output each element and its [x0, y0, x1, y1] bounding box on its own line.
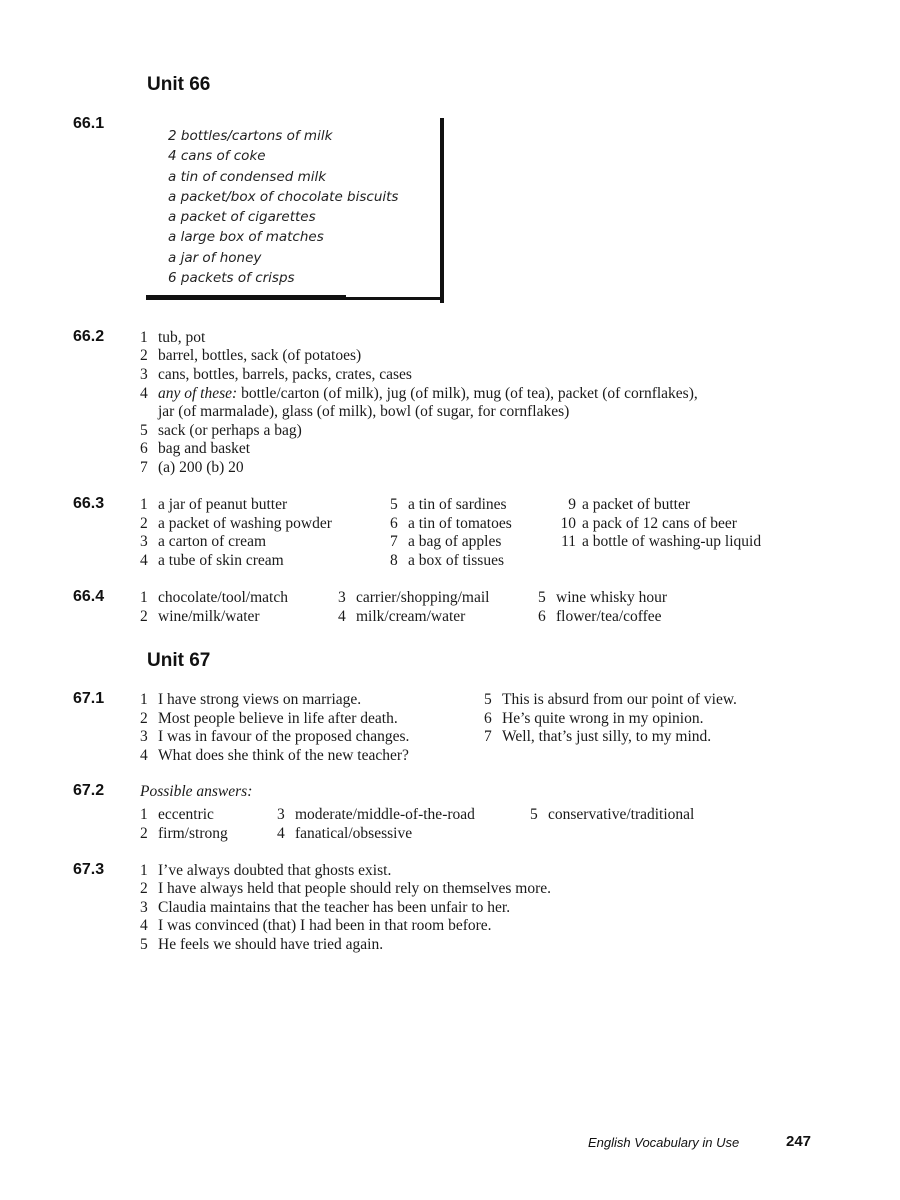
list-item: 5 He feels we should have tried again.	[140, 936, 384, 953]
book-title: English Vocabulary in Use	[588, 1135, 740, 1150]
list-item: 1 tub, pot	[140, 329, 206, 346]
list-item: a packet of cigarettes	[168, 209, 316, 226]
list-item: 3 a carton of cream	[140, 533, 267, 550]
exercise-number-66-4: 66.4	[73, 588, 105, 605]
list-item: 2 I have always held that people should rely on themselves more.	[140, 880, 551, 897]
list-item: 4 I was convinced (that) I had been in that room before.	[140, 917, 492, 934]
unit-67-title: Unit 67	[147, 650, 211, 671]
list-item: 11 a bottle of washing-up liquid	[561, 533, 762, 550]
list-item-continuation: jar (of marmalade), glass (of milk), bowl (of sugar, for cornflakes)	[158, 403, 570, 420]
list-item: 3 Claudia maintains that the teacher has been unfair to her.	[140, 899, 511, 916]
list-item: 10 a pack of 12 cans of beer	[560, 515, 737, 532]
list-item: 2 firm/strong	[140, 825, 228, 842]
list-item: 1 I’ve always doubted that ghosts exist.	[140, 862, 392, 879]
list-item: 7 (a) 200 (b) 20	[140, 459, 244, 476]
list-item: 5 sack (or perhaps a bag)	[140, 422, 302, 439]
list-item: a tin of condensed milk	[168, 168, 327, 185]
exercise-number-66-3: 66.3	[73, 495, 105, 512]
list-item: a large box of matches	[168, 229, 324, 246]
exercise-number-67-3: 67.3	[73, 861, 105, 878]
list-item: 2 bottles/cartons of milk	[168, 128, 333, 144]
list-item: 8 a box of tissues	[390, 552, 505, 569]
list-item: 4 any of these: bottle/carton (of milk), jug (of milk), mug (of tea), packet (of cornflakes),	[140, 385, 698, 402]
list-item: 6 bag and basket	[140, 440, 251, 457]
exercise-intro: Possible answers:	[140, 783, 253, 800]
unit-66-title: Unit 66	[147, 74, 211, 95]
list-item: 3 moderate/middle-of-the-road	[277, 806, 475, 823]
list-item: 5 wine whisky hour	[538, 589, 668, 606]
list-item: 1 a jar of peanut butter	[140, 496, 288, 513]
box-border-bottom-thick	[146, 295, 346, 299]
handwritten-list	[168, 126, 398, 288]
list-item: 5 conservative/traditional	[530, 806, 695, 823]
exercise-number-67-1: 67.1	[73, 690, 105, 707]
list-item: a packet/box of chocolate biscuits	[168, 188, 399, 205]
list-item: 3 I was in favour of the proposed changes.	[140, 728, 410, 745]
list-item: 6 flower/tea/coffee	[538, 608, 662, 625]
list-item: 4 milk/cream/water	[338, 608, 466, 625]
page-number: 247	[786, 1133, 812, 1150]
list-item: 7 a bag of apples	[390, 533, 502, 550]
list-item: 4 fanatical/obsessive	[277, 825, 413, 842]
list-item: 4 What does she think of the new teacher?	[140, 747, 409, 764]
list-item: 1 chocolate/tool/match	[140, 589, 288, 606]
list-item: 4 cans of coke	[168, 148, 266, 165]
list-item: 5 This is absurd from our point of view.	[484, 691, 737, 708]
list-item: 3 cans, bottles, barrels, packs, crates, cases	[140, 366, 412, 383]
exercise-number-67-2: 67.2	[73, 782, 105, 799]
list-item: 2 Most people believe in life after death.	[140, 710, 398, 727]
list-item: 7 Well, that’s just silly, to my mind.	[484, 728, 712, 745]
exercise-number-66-1: 66.1	[73, 115, 105, 132]
list-item: 2 a packet of washing powder	[140, 515, 332, 532]
list-item: 1 I have strong views on marriage.	[140, 691, 362, 708]
list-item: 6 He’s quite wrong in my opinion.	[484, 710, 704, 727]
list-item: 3 carrier/shopping/mail	[338, 589, 490, 606]
list-item: 6 a tin of tomatoes	[390, 515, 512, 532]
list-item: 6 packets of crisps	[168, 270, 295, 287]
list-item: 5 a tin of sardines	[390, 496, 507, 513]
list-item: a jar of honey	[168, 249, 262, 266]
exercise-number-66-2: 66.2	[73, 328, 105, 345]
box-border-right	[440, 118, 444, 303]
list-item: 2 wine/milk/water	[140, 608, 260, 625]
list-item: 1 eccentric	[140, 806, 214, 823]
handwritten-answer-box	[146, 118, 444, 303]
list-item: 9 a packet of butter	[568, 496, 691, 513]
list-item: 4 a tube of skin cream	[140, 552, 284, 569]
list-item: 2 barrel, bottles, sack (of potatoes)	[140, 347, 362, 364]
